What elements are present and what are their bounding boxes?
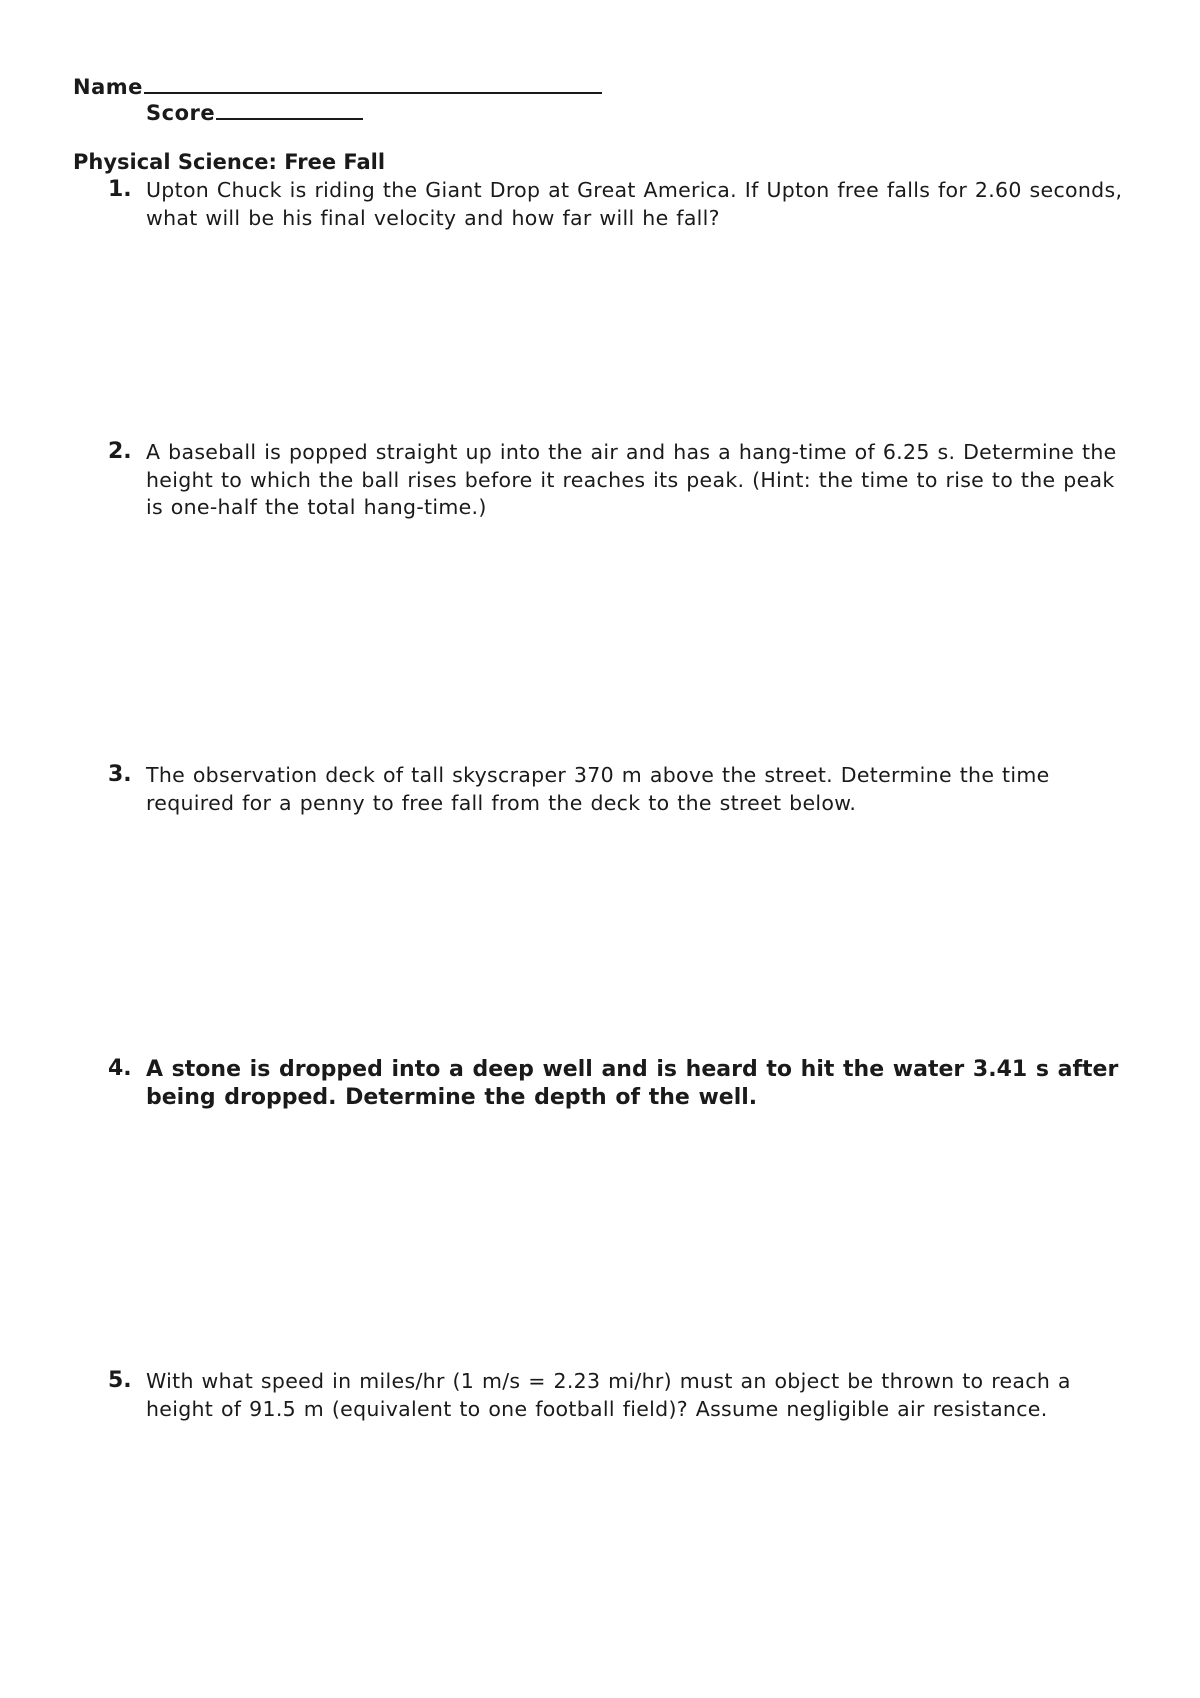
question-number: 3.	[108, 762, 132, 787]
name-blank-line[interactable]	[144, 72, 602, 94]
question-text: A stone is dropped into a deep well and is heard to hit the water 3.41 s after being dropped. Determine the depth of the well.	[146, 1057, 1119, 1110]
question-number: 2.	[108, 439, 132, 464]
worksheet-title: Physical Science: Free Fall	[73, 150, 386, 174]
question-text: The observation deck of tall skyscraper 370 m above the street. Determine the time required for a penny to free fall from the deck to the street below.	[146, 763, 1050, 815]
question-number: 1.	[108, 177, 132, 202]
question-text: Upton Chuck is riding the Giant Drop at Great America. If Upton free falls for 2.60 seconds, what will be his final velocity and how far will he fall?	[146, 178, 1123, 230]
score-blank-line[interactable]	[216, 98, 363, 120]
score-field-row	[146, 98, 363, 125]
question-number: 5.	[108, 1368, 132, 1393]
score-label: Score	[146, 101, 216, 125]
question-text: A baseball is popped straight up into the air and has a hang-time of 6.25 s. Determine the height to which the ball rises before it reaches its peak. (Hint: the time to rise to the peak is one-half the total hang-time.)	[146, 440, 1117, 519]
question-number: 4.	[108, 1056, 132, 1081]
question-text: With what speed in miles/hr (1 m/s = 2.23 mi/hr) must an object be thrown to reach a height of 91.5 m (equivalent to one football field)? Assume negligible air resistance.	[146, 1369, 1071, 1421]
name-field-row	[73, 72, 602, 99]
name-label: Name	[73, 75, 143, 99]
